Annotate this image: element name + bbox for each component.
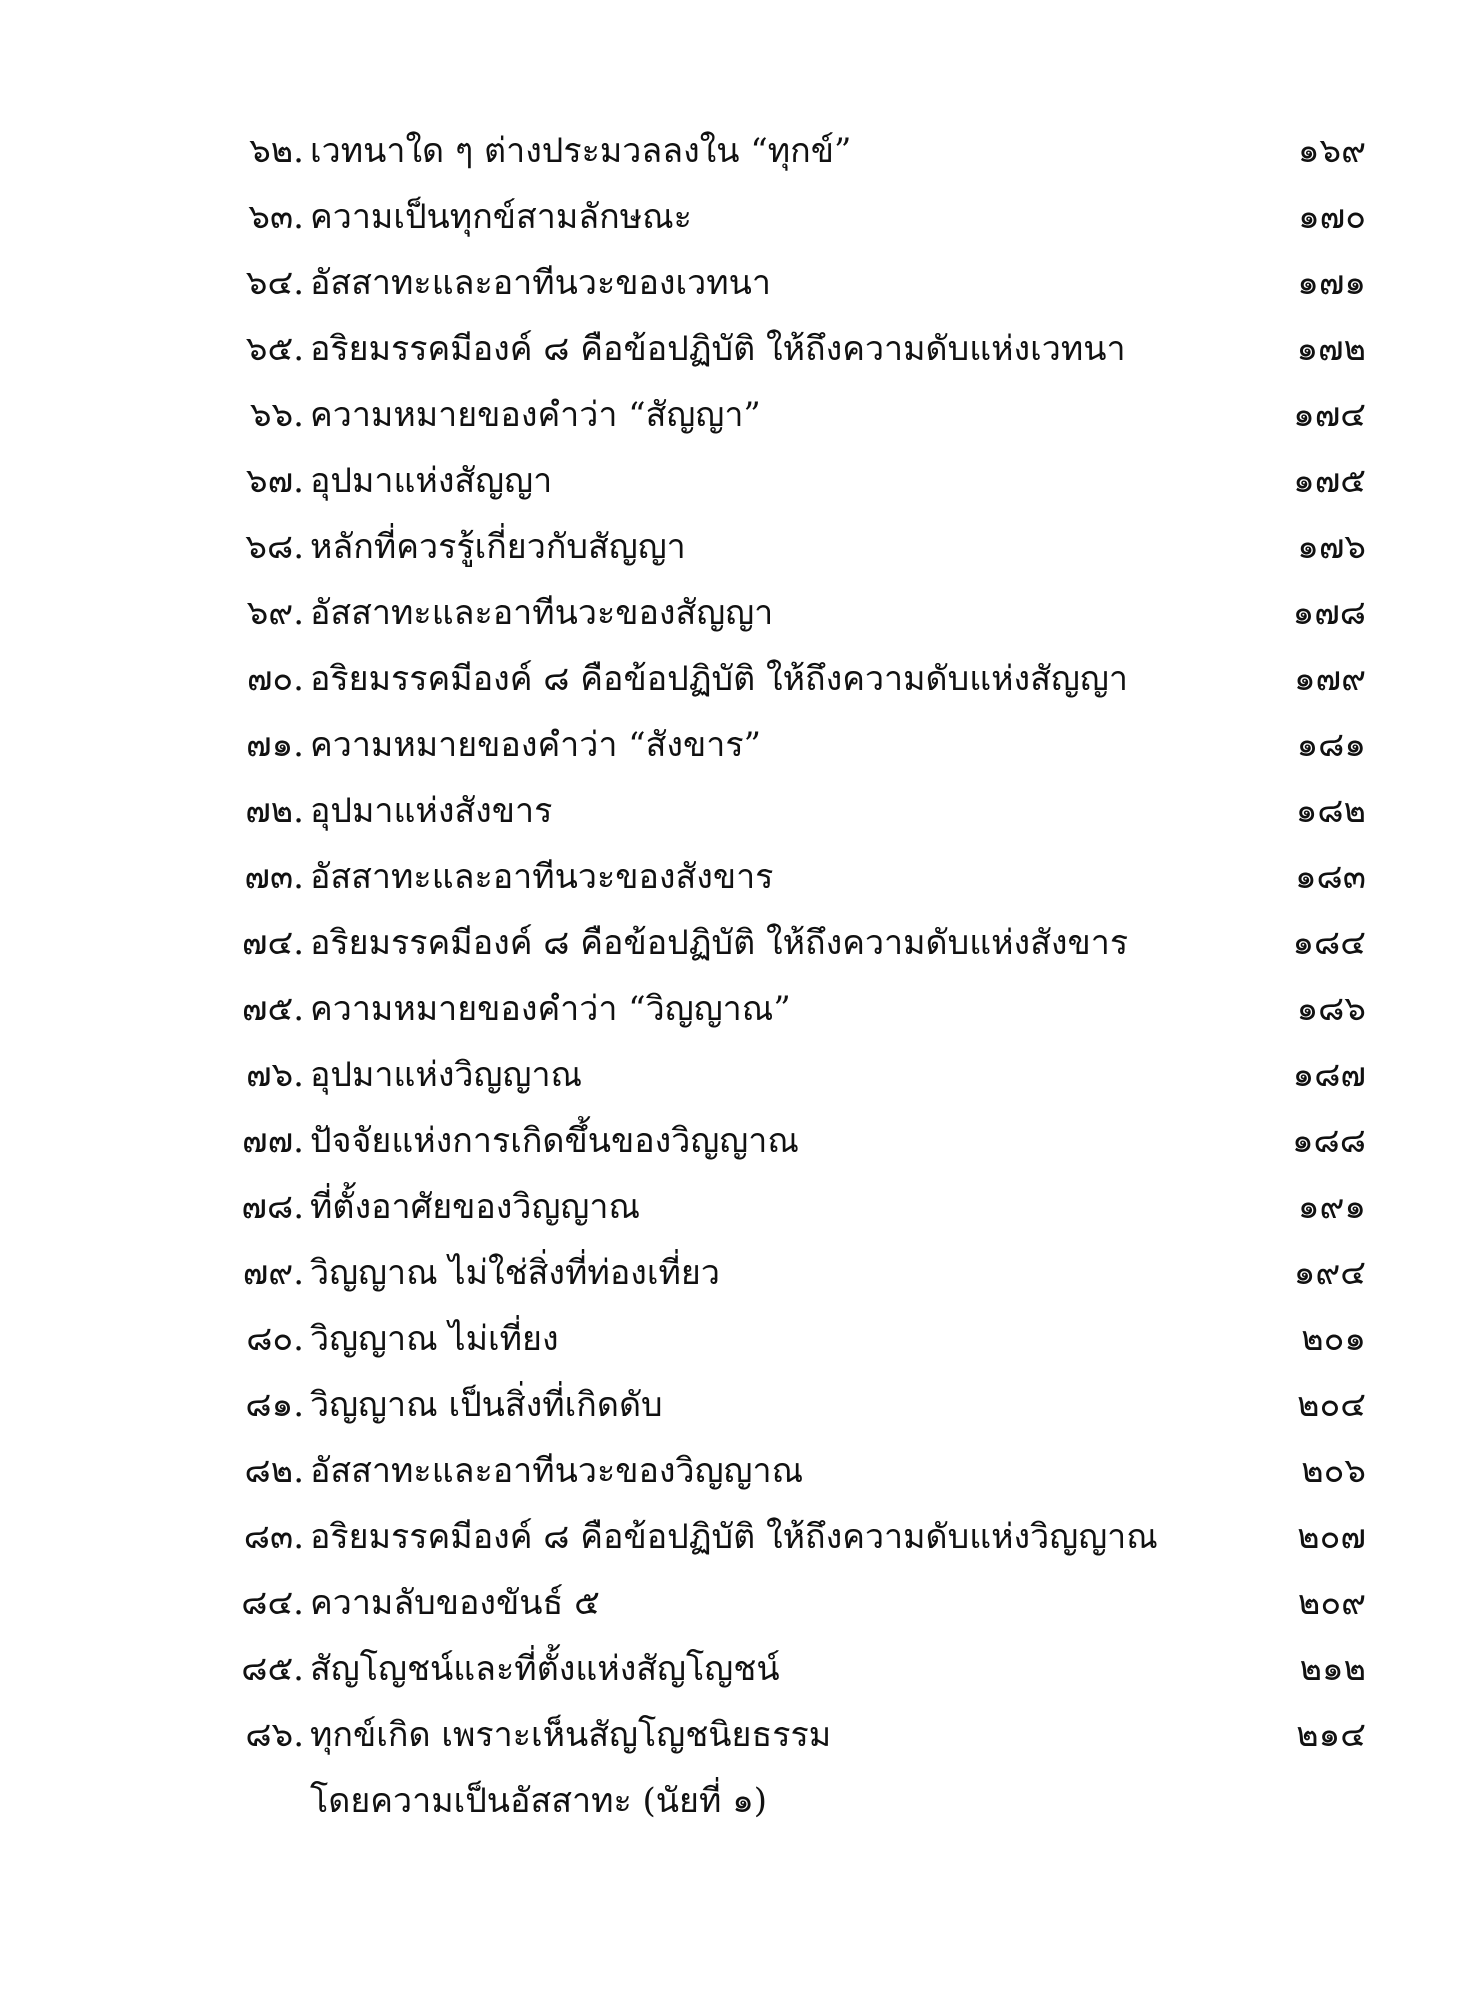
- entry-title: ความหมายของคำว่า “สัญญา”: [310, 395, 761, 435]
- entry-page: ๑๙๑: [1297, 1187, 1366, 1227]
- entry-title: วิญญาณ ไม่เที่ยง: [310, 1319, 559, 1359]
- entry-number: ๗๔.: [241, 923, 304, 963]
- entry-number: ๗๗.: [242, 1121, 304, 1161]
- entry-title: อัสสาทะและอาทีนวะของวิญญาณ: [310, 1451, 804, 1491]
- entry-number: ๘๒.: [244, 1451, 304, 1491]
- toc-entry: [0, 580, 1476, 646]
- entry-number: ๖๘.: [245, 527, 304, 567]
- entry-title: อริยมรรคมีองค์ ๘ คือข้อปฏิบัติ ให้ถึงความดับแห่งวิญญาณ: [310, 1517, 1158, 1557]
- entry-number: ๖๕.: [245, 329, 304, 369]
- entry-page: ๑๙๔: [1293, 1253, 1366, 1293]
- entry-number: ๖๓.: [248, 197, 304, 237]
- toc-entry: [0, 1636, 1476, 1702]
- entry-title: สัญโญชน์และที่ตั้งแห่งสัญโญชน์: [310, 1649, 780, 1689]
- entry-number: ๗๓.: [244, 857, 304, 897]
- entry-title: อัสสาทะและอาทีนวะของสังขาร: [310, 857, 774, 897]
- entry-title: ความหมายของคำว่า “สังขาร”: [310, 725, 761, 765]
- entry-number: ๗๑.: [246, 725, 304, 765]
- entry-page: ๑๘๑: [1296, 725, 1366, 765]
- entry-page: ๒๐๗: [1297, 1517, 1366, 1557]
- entry-page: ๑๗๕: [1293, 461, 1366, 501]
- entry-page: ๒๐๑: [1301, 1319, 1366, 1359]
- entry-page: ๑๘๗: [1292, 1055, 1366, 1095]
- entry-page: ๑๗๒: [1296, 329, 1366, 369]
- entry-title: วิญญาณ ไม่ใช่สิ่งที่ท่องเที่ยว: [310, 1253, 720, 1293]
- entry-title: ที่ตั้งอาศัยของวิญญาณ: [310, 1187, 641, 1227]
- toc-entry: [0, 646, 1476, 712]
- entry-title: อริยมรรคมีองค์ ๘ คือข้อปฏิบัติ ให้ถึงความดับแห่งสังขาร: [310, 923, 1129, 963]
- entry-number: ๖๔.: [245, 263, 304, 303]
- entry-number: ๘๓.: [243, 1517, 304, 1557]
- entry-title: วิญญาณ เป็นสิ่งที่เกิดดับ: [310, 1385, 663, 1425]
- toc-entry: [0, 712, 1476, 778]
- entry-number: ๗๐.: [246, 659, 304, 699]
- entry-page: ๒๐๖: [1301, 1451, 1366, 1491]
- entry-page: ๑๗๙: [1293, 659, 1366, 699]
- entry-title: อุปมาแห่งสัญญา: [310, 461, 553, 501]
- entry-page: ๑๘๘: [1291, 1121, 1366, 1161]
- toc-entry: [0, 1042, 1476, 1108]
- entry-title: หลักที่ควรรู้เกี่ยวกับสัญญา: [310, 527, 686, 567]
- entry-page: ๒๐๙: [1297, 1583, 1366, 1623]
- entry-number: ๘๑.: [245, 1385, 304, 1425]
- entry-title: ความลับของขันธ์ ๕: [310, 1583, 600, 1623]
- entry-page: ๑๗๑: [1297, 263, 1366, 303]
- toc-entry: [0, 778, 1476, 844]
- toc-entry: [0, 976, 1476, 1042]
- entry-number: ๗๖.: [246, 1055, 304, 1095]
- entry-title: ทุกข์เกิด เพราะเห็นสัญโญชนิยธรรม: [310, 1715, 832, 1755]
- entry-number: ๘๔.: [241, 1583, 304, 1623]
- table-of-contents: [0, 118, 1476, 1834]
- entry-page: ๒๑๔: [1296, 1715, 1366, 1755]
- entry-title: อุปมาแห่งวิญญาณ: [310, 1055, 583, 1095]
- toc-entry: [0, 514, 1476, 580]
- toc-entry: [0, 250, 1476, 316]
- entry-number: ๖๖.: [250, 395, 304, 435]
- entry-number: ๗๕.: [241, 989, 304, 1029]
- toc-entry: [0, 1108, 1476, 1174]
- toc-entry: [0, 448, 1476, 514]
- toc-entry: [0, 1306, 1476, 1372]
- toc-entry: [0, 184, 1476, 250]
- entry-number: ๗๘.: [241, 1187, 304, 1227]
- entry-number: ๗๒.: [245, 791, 304, 831]
- entry-number: ๗๙.: [242, 1253, 304, 1293]
- entry-title: เวทนาใด ๆ ต่างประมวลลงใน “ทุกข์”: [310, 131, 852, 171]
- entry-title: ความเป็นทุกข์สามลักษณะ: [310, 197, 692, 237]
- entry-page: ๒๐๔: [1297, 1385, 1366, 1425]
- entry-page: ๑๘๓: [1294, 857, 1366, 897]
- entry-title-continuation: โดยความเป็นอัสสาทะ (นัยที่ ๑): [310, 1781, 768, 1821]
- entry-number: ๖๒.: [249, 131, 304, 171]
- entry-page: ๑๗๖: [1297, 527, 1366, 567]
- toc-entry: [0, 382, 1476, 448]
- entry-title: อริยมรรคมีองค์ ๘ คือข้อปฏิบัติ ให้ถึงความดับแห่งสัญญา: [310, 659, 1128, 699]
- entry-number: ๘๖.: [245, 1715, 304, 1755]
- toc-entry: [0, 1702, 1476, 1768]
- toc-entry: [0, 1240, 1476, 1306]
- toc-entry: [0, 1438, 1476, 1504]
- entry-page: ๑๗๐: [1298, 197, 1366, 237]
- toc-entry: [0, 910, 1476, 976]
- entry-title: อัสสาทะและอาทีนวะของเวทนา: [310, 263, 771, 303]
- entry-page: ๑๘๔: [1292, 923, 1366, 963]
- entry-title: ปัจจัยแห่งการเกิดขึ้นของวิญญาณ: [310, 1121, 799, 1161]
- toc-entry: [0, 844, 1476, 910]
- toc-entry: [0, 316, 1476, 382]
- entry-page: ๑๗๔: [1293, 395, 1366, 435]
- entry-title: อัสสาทะและอาทีนวะของสัญญา: [310, 593, 774, 633]
- toc-entry-continuation: [0, 1768, 1476, 1834]
- toc-entry: [0, 118, 1476, 184]
- toc-entry: [0, 1372, 1476, 1438]
- toc-entry: [0, 1504, 1476, 1570]
- entry-page: ๑๘๒: [1295, 791, 1366, 831]
- entry-title: อุปมาแห่งสังขาร: [310, 791, 553, 831]
- entry-number: ๖๗.: [246, 461, 304, 501]
- entry-title: ความหมายของคำว่า “วิญญาณ”: [310, 989, 791, 1029]
- entry-page: ๑๖๙: [1297, 131, 1366, 171]
- entry-page: ๑๗๘: [1292, 593, 1366, 633]
- toc-entry: [0, 1570, 1476, 1636]
- entry-number: ๖๙.: [246, 593, 304, 633]
- entry-number: ๘๐.: [246, 1319, 304, 1359]
- entry-page: ๒๑๒: [1299, 1649, 1366, 1689]
- toc-entry: [0, 1174, 1476, 1240]
- entry-page: ๑๘๖: [1296, 989, 1366, 1029]
- entry-title: อริยมรรคมีองค์ ๘ คือข้อปฏิบัติ ให้ถึงความดับแห่งเวทนา: [310, 329, 1126, 369]
- entry-number: ๘๕.: [241, 1649, 304, 1689]
